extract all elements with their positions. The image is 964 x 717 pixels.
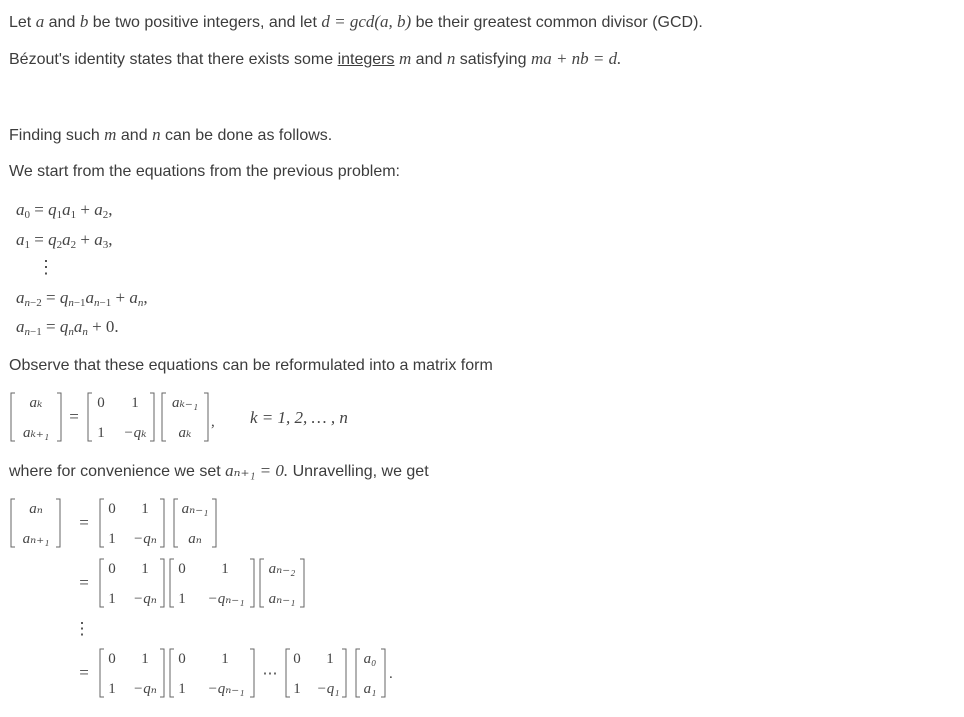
matrix-entry: 1 bbox=[178, 681, 186, 697]
math-var: a bbox=[35, 12, 45, 31]
matrix-entry: −qₙ bbox=[133, 681, 157, 697]
lhs-bottom: aₖ₊₁ bbox=[22, 425, 50, 441]
bracket-right bbox=[381, 649, 385, 697]
matrix-entry: −qₙ₋₁ bbox=[207, 591, 245, 607]
bracket-right bbox=[250, 559, 254, 607]
equation-1: $a_0 = q_1a_1 + a_2$, bbox=[16, 200, 113, 221]
bracket-right bbox=[160, 499, 164, 547]
paragraph-intro bbox=[9, 12, 703, 33]
matrix-entry: −qₙ bbox=[133, 591, 157, 607]
bracket-right bbox=[342, 649, 346, 697]
rhs-bottom: aₙ bbox=[188, 531, 202, 547]
text: be their greatest common divisor (GCD). bbox=[415, 14, 703, 31]
bracket-right bbox=[300, 559, 304, 607]
paragraph-finding bbox=[9, 125, 332, 146]
math-var: m bbox=[104, 125, 117, 144]
horizontal-ellipsis: ⋯ bbox=[262, 666, 278, 682]
matrix-entry: 0 bbox=[108, 651, 116, 667]
bracket-right bbox=[204, 393, 208, 441]
paragraph-start: We start from the equations from the previous problem: bbox=[9, 163, 400, 180]
math-var: n bbox=[446, 49, 456, 68]
matrix-entry: −q₁ bbox=[316, 681, 340, 697]
equation-2: $a_1 = q_2a_2 + a_3$, bbox=[16, 230, 113, 251]
math-var: b bbox=[79, 12, 89, 31]
matrix-entry: 1 bbox=[108, 531, 116, 547]
bracket-left bbox=[88, 393, 92, 441]
vertical-ellipsis: ⋮ bbox=[73, 619, 91, 638]
text: Finding such bbox=[9, 127, 100, 144]
bracket-right bbox=[150, 393, 154, 441]
lhs-top: aₙ bbox=[29, 501, 43, 517]
matrix-form-equation bbox=[0, 388, 420, 448]
matrix-entry: 0 bbox=[178, 561, 186, 577]
rhs-top: a₀ bbox=[363, 651, 377, 667]
rhs-top: aₖ₋₁ bbox=[171, 395, 199, 411]
text: and bbox=[48, 14, 76, 31]
matrix-entry: 1 bbox=[108, 591, 116, 607]
matrix-entry: 0 bbox=[97, 395, 105, 411]
math-var: n bbox=[152, 125, 161, 144]
matrix-entry: 1 bbox=[141, 651, 149, 667]
text: be two positive integers, and let bbox=[92, 14, 317, 31]
bracket-left bbox=[100, 649, 104, 697]
text: can be done as follows. bbox=[165, 127, 333, 144]
matrix-entry: 1 bbox=[221, 651, 229, 667]
bracket-right bbox=[57, 393, 61, 441]
rhs-bottom: a₁ bbox=[363, 681, 377, 697]
bracket-left bbox=[174, 499, 178, 547]
equals-sign: = bbox=[79, 513, 89, 532]
rhs-top: aₙ₋₁ bbox=[181, 501, 209, 517]
bracket-left bbox=[260, 559, 264, 607]
bracket-left bbox=[11, 393, 15, 441]
bracket-right bbox=[160, 649, 164, 697]
text: Bézout's identity states that there exists some bbox=[9, 51, 334, 68]
equation-4: $a_{n-1} = q_na_n + 0$. bbox=[16, 317, 119, 338]
rhs-bottom: aₙ₋₁ bbox=[268, 591, 296, 607]
bracket-right bbox=[56, 499, 60, 547]
bracket-right bbox=[160, 559, 164, 607]
bracket-left bbox=[162, 393, 166, 441]
comma: , bbox=[211, 414, 215, 430]
text: satisfying bbox=[459, 51, 527, 68]
matrix-entry: 1 bbox=[97, 425, 105, 441]
matrix-entry: 1 bbox=[178, 591, 186, 607]
matrix-entry: −qₙ bbox=[133, 531, 157, 547]
math-bezout-expr: ma + nb = d. bbox=[530, 49, 622, 68]
math-var: m bbox=[398, 49, 412, 68]
text: and bbox=[415, 51, 443, 68]
bracket-left bbox=[11, 499, 15, 547]
equals-sign: = bbox=[79, 663, 89, 682]
text: Unravelling, we get bbox=[292, 463, 429, 480]
equals-sign: = bbox=[69, 407, 79, 426]
bracket-left bbox=[170, 559, 174, 607]
text: Let bbox=[9, 14, 32, 31]
bracket-left bbox=[170, 649, 174, 697]
math-gcd-expr: d = gcd(a, b) bbox=[321, 12, 412, 31]
index-range: k = 1, 2, … , n bbox=[250, 408, 348, 427]
bracket-right bbox=[250, 649, 254, 697]
bracket-left bbox=[286, 649, 290, 697]
matrix-entry: 1 bbox=[221, 561, 229, 577]
matrix-entry: 0 bbox=[108, 561, 116, 577]
text: where for convenience we set bbox=[9, 463, 221, 480]
bracket-left bbox=[100, 499, 104, 547]
bracket-left bbox=[100, 559, 104, 607]
period: . bbox=[389, 666, 393, 682]
integers-link[interactable]: integers bbox=[337, 51, 395, 68]
matrix-entry: −qₙ₋₁ bbox=[207, 681, 245, 697]
paragraph-observe: Observe that these equations can be reformulated into a matrix form bbox=[9, 357, 493, 374]
equation-3: $a_{n-2} = q_{n-1}a_{n-1} + a_n$, bbox=[16, 288, 148, 309]
rhs-top: aₙ₋₂ bbox=[268, 561, 296, 577]
matrix-entry: 1 bbox=[108, 681, 116, 697]
math-expr: aₙ₊₁ = 0. bbox=[225, 461, 289, 480]
matrix-entry: 1 bbox=[141, 501, 149, 517]
matrix-entry: −qₖ bbox=[123, 425, 147, 441]
matrix-entry: 1 bbox=[131, 395, 139, 411]
vertical-ellipsis: ⋮ bbox=[37, 257, 55, 277]
paragraph-bezout bbox=[9, 49, 621, 70]
bracket-right bbox=[212, 499, 216, 547]
matrix-entry: 0 bbox=[293, 651, 301, 667]
rhs-bottom: aₖ bbox=[178, 425, 192, 441]
matrix-entry: 1 bbox=[293, 681, 301, 697]
equals-sign: = bbox=[79, 573, 89, 592]
bracket-left bbox=[356, 649, 360, 697]
matrix-entry: 0 bbox=[108, 501, 116, 517]
matrix-entry: 0 bbox=[178, 651, 186, 667]
paragraph-where bbox=[9, 461, 429, 482]
lhs-top: aₖ bbox=[29, 395, 43, 411]
matrix-entry: 1 bbox=[141, 561, 149, 577]
matrix-entry: 1 bbox=[326, 651, 334, 667]
lhs-bottom: aₙ₊₁ bbox=[22, 531, 50, 547]
text: and bbox=[120, 127, 148, 144]
unravel-equations bbox=[0, 494, 440, 702]
